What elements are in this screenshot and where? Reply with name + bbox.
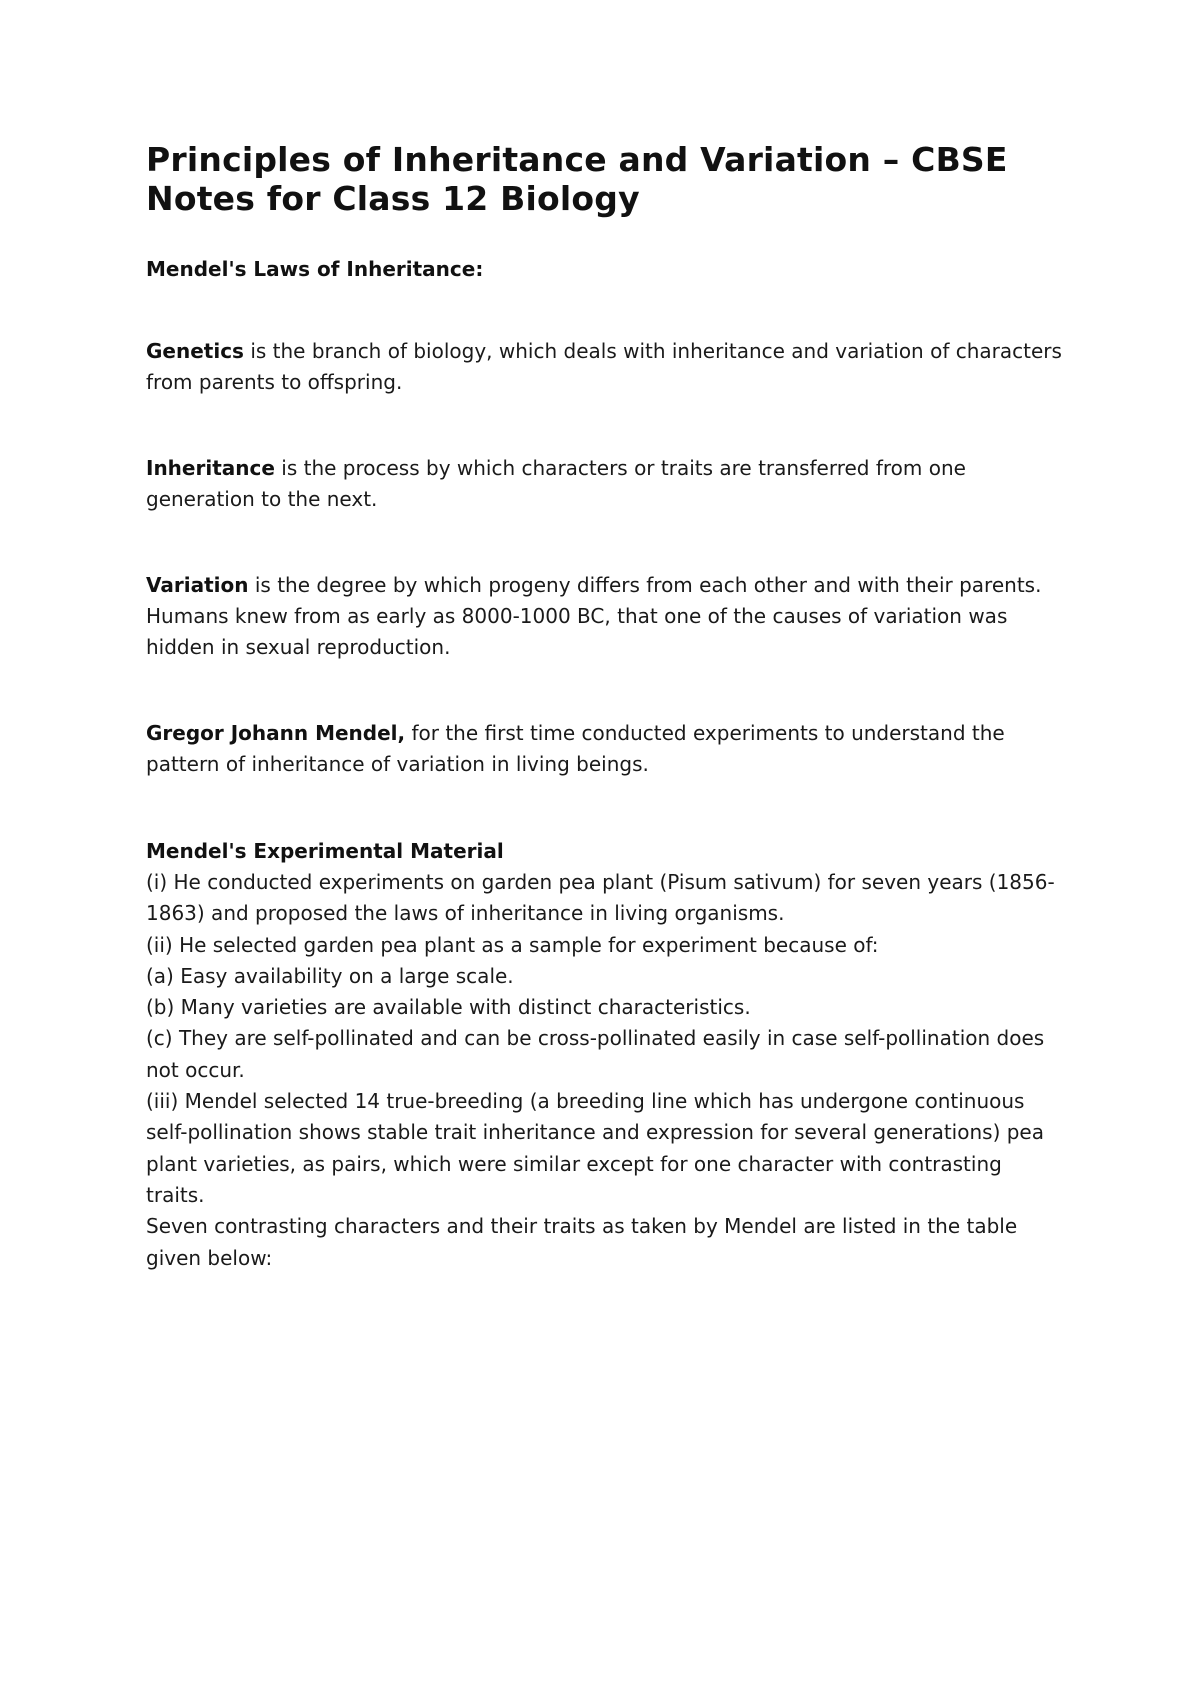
subheading-mendels-laws: Mendel's Laws of Inheritance: <box>146 257 484 281</box>
list-item: Seven contrasting characters and their traits as taken by Mendel are listed in the table given below: <box>146 1214 1018 1270</box>
list-item: (a) Easy availability on a large scale. <box>146 963 514 988</box>
definition-inheritance: is the process by which characters or traits are transferred from one generation to the next. <box>146 456 966 511</box>
list-item: (i) He conducted experiments on garden pea plant (Pisum sativum) for seven years (1856-1863) and proposed the laws of inheritance in living organisms. <box>146 870 1055 926</box>
paragraph-mendel <box>146 718 1066 780</box>
section-heading-experimental-material: Mendel's Experimental Material <box>146 839 504 863</box>
term-variation: Variation <box>146 573 249 597</box>
list-item: (b) Many varieties are available with distinct characteristics. <box>146 995 751 1020</box>
term-genetics: Genetics <box>146 339 244 363</box>
list-item: (c) They are self-pollinated and can be cross-pollinated easily in case self-pollination does not occur. <box>146 1026 1045 1082</box>
page-title: Principles of Inheritance and Variation – CBSE Notes for Class 12 Biology <box>146 140 1008 218</box>
definition-mendel: for the first time conducted experiments to understand the pattern of inheritance of variation in living beings. <box>146 721 1005 776</box>
document-body <box>146 140 1066 1274</box>
paragraph-inheritance <box>146 453 1066 515</box>
list-item: (iii) Mendel selected 14 true-breeding (a breeding line which has undergone continuous self-pollination shows stable trait inheritance and expression for several generations) pea plant varieties, as pairs, which were similar except for one character with contrasting traits. <box>146 1089 1044 1207</box>
term-inheritance: Inheritance <box>146 456 275 480</box>
term-mendel: Gregor Johann Mendel, <box>146 721 406 745</box>
definition-genetics: is the branch of biology, which deals with inheritance and variation of characters from parents to offspring. <box>146 339 1062 394</box>
list-item: (ii) He selected garden pea plant as a sample for experiment because of: <box>146 932 879 957</box>
definition-variation: is the degree by which progeny differs from each other and with their parents. Humans knew from as early as 8000-1000 BC, that one of the causes of variation was hidden in sexual reproduction. <box>146 573 1042 659</box>
paragraph-genetics <box>146 336 1066 398</box>
paragraph-variation <box>146 570 1066 663</box>
